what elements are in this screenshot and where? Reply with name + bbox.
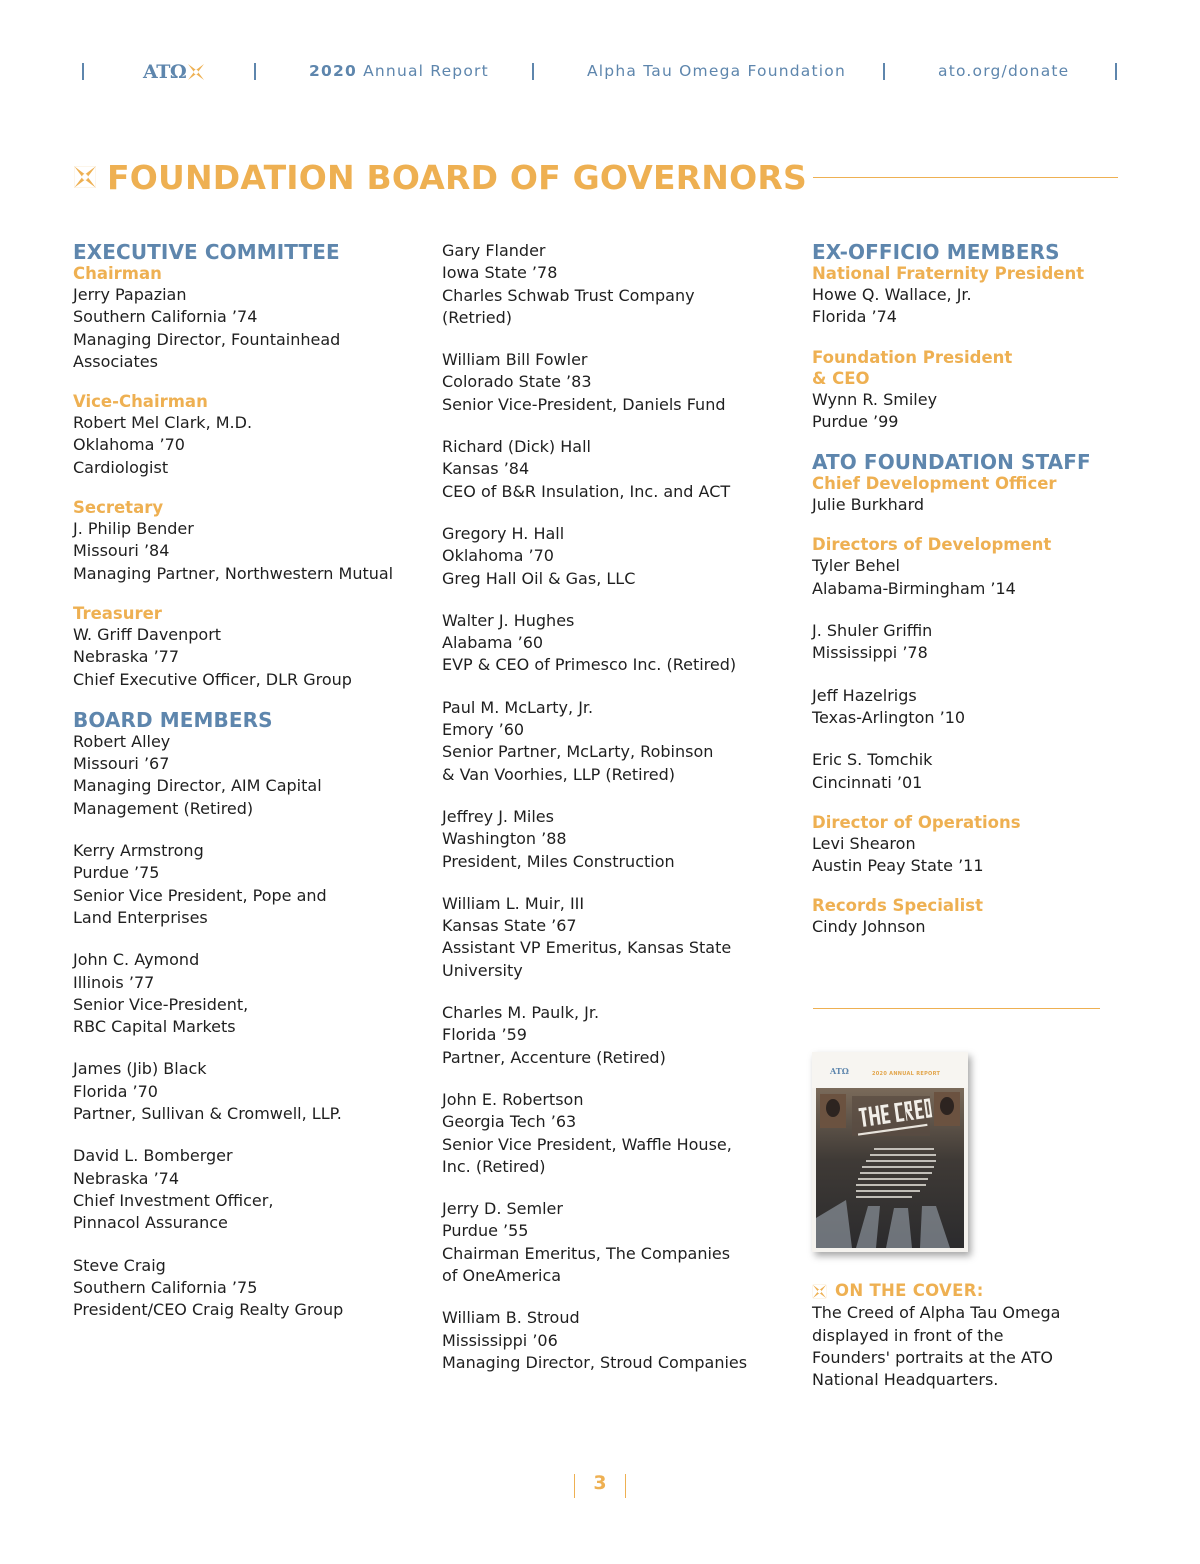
section-divider bbox=[813, 1008, 1100, 1009]
officer-entry: Wynn R. Smiley Purdue ’99 bbox=[812, 389, 938, 431]
role-title: Directors of Development bbox=[812, 535, 1052, 555]
staff-entry: Tyler Behel Alabama-Birmingham ’14 bbox=[812, 556, 1016, 598]
member-entry: Charles M. Paulk, Jr. Florida ’59 Partner, Accenture (Retired) bbox=[442, 1003, 666, 1067]
officer-entry: Jerry Papazian Southern California ’74 Managing Director, Fountainhead Associates bbox=[73, 285, 341, 371]
member-entry: Jeffrey J. Miles Washington ’88 President, Miles Construction bbox=[442, 806, 675, 871]
role-title: Records Specialist bbox=[812, 896, 984, 916]
role-title: Vice-Chairman bbox=[73, 392, 208, 412]
staff-entry: J. Shuler Griffin Mississippi ’78 bbox=[812, 621, 933, 663]
officer-entry: Robert Mel Clark, M.D. Oklahoma ’70 Cardiologist bbox=[73, 413, 253, 477]
officer-entry: Howe Q. Wallace, Jr. Florida ’74 bbox=[812, 285, 972, 327]
member-entry: Richard (Dick) Hall Kansas ’84 CEO of B&R Insulation, Inc. and ACT bbox=[442, 437, 731, 501]
member-entry: William Bill Fowler Colorado State ’83 Senior Vice-President, Daniels Fund bbox=[442, 350, 726, 414]
organization-name: Alpha Tau Omega Foundation bbox=[587, 62, 846, 80]
ato-cross-icon bbox=[812, 1284, 827, 1299]
page-header bbox=[0, 60, 1200, 86]
ato-cross-icon bbox=[187, 63, 205, 81]
role-title: Chairman bbox=[73, 264, 162, 283]
officer-entry: W. Griff Davenport Nebraska ’77 Chief Executive Officer, DLR Group bbox=[73, 624, 352, 689]
member-entry: Gregory H. Hall Oklahoma ’70 Greg Hall Oil & Gas, LLC bbox=[442, 523, 636, 588]
staff-entry: Eric S. Tomchik Cincinnati ’01 bbox=[812, 750, 933, 792]
role-title: Foundation President bbox=[812, 347, 1013, 367]
column-board-continued bbox=[442, 240, 747, 1374]
creed-display-photo bbox=[816, 1088, 964, 1248]
header-divider bbox=[883, 63, 885, 80]
member-entry: John C. Aymond Illinois ’77 Senior Vice-President, RBC Capital Markets bbox=[73, 950, 249, 1037]
role-title: Treasurer bbox=[73, 603, 162, 623]
column-executive-and-board bbox=[73, 241, 393, 1321]
member-entry: William B. Stroud Mississippi ’06 Managing Director, Stroud Companies bbox=[442, 1308, 748, 1372]
ato-cross-icon bbox=[73, 165, 97, 189]
cover-thumbnail-image bbox=[812, 1052, 968, 1252]
header-divider bbox=[254, 63, 256, 80]
staff-entry: Jeff Hazelrigs Texas-Arlington ’10 bbox=[812, 685, 966, 727]
staff-entry: Levi Shearon Austin Peay State ’11 bbox=[812, 833, 984, 876]
member-entry: John E. Robertson Georgia Tech ’63 Senior Vice President, Waffle House, Inc. (Retired) bbox=[442, 1089, 732, 1176]
section-heading: ATO FOUNDATION STAFF bbox=[812, 450, 1091, 475]
member-entry: James (Jib) Black Florida ’70 Partner, Sullivan & Cromwell, LLP. bbox=[73, 1059, 342, 1124]
member-entry: Gary Flander Iowa State ’78 Charles Schwab Trust Company (Retried) bbox=[442, 241, 695, 327]
role-title: National Fraternity President bbox=[812, 264, 1085, 283]
staff-entry: Cindy Johnson bbox=[812, 917, 926, 937]
cover-logo: ATΩ bbox=[830, 1066, 849, 1076]
staff-entry: Julie Burkhard bbox=[812, 495, 925, 515]
ato-foundation-logo: ATΩ bbox=[143, 60, 205, 84]
column-exofficio-and-staff bbox=[812, 241, 1091, 939]
role-title: & CEO bbox=[812, 368, 870, 388]
member-entry: Paul M. McLarty, Jr. Emory ’60 Senior Partner, McLarty, Robinson & Van Voorhies, LLP (Retired) bbox=[442, 697, 714, 784]
section-heading: BOARD MEMBERS bbox=[73, 707, 273, 732]
header-divider bbox=[82, 63, 84, 80]
title-divider bbox=[813, 177, 1118, 178]
role-title: Chief Development Officer bbox=[812, 474, 1057, 494]
member-entry: William L. Muir, III Kansas State ’67 Assistant VP Emeritus, Kansas State University bbox=[442, 893, 732, 980]
cover-caption: ON THE COVER: The Creed of Alpha Tau Omega displayed in front of the Founders' portraits at the ATO National Headquarters. bbox=[812, 1281, 1061, 1390]
member-entry: Steve Craig Southern California ’75 President/CEO Craig Realty Group bbox=[73, 1255, 344, 1320]
cover-caption-heading: ON THE COVER: bbox=[812, 1280, 1060, 1302]
role-title: Secretary bbox=[73, 498, 164, 518]
section-heading: EX-OFFICIO MEMBERS bbox=[812, 240, 1060, 264]
member-entry: Robert Alley Missouri ’67 Managing Director, AIM Capital Management (Retired) bbox=[73, 731, 322, 818]
header-divider bbox=[532, 63, 534, 80]
page-title-block bbox=[73, 155, 807, 199]
section-heading: EXECUTIVE COMMITTEE bbox=[73, 240, 340, 264]
role-title: Director of Operations bbox=[812, 812, 1021, 832]
member-entry: Kerry Armstrong Purdue ’75 Senior Vice President, Pope and Land Enterprises bbox=[73, 841, 327, 927]
report-title: 2020 Annual Report bbox=[309, 62, 489, 80]
cover-label: 2020 ANNUAL REPORT bbox=[872, 1071, 941, 1077]
header-divider bbox=[1115, 63, 1117, 80]
officer-entry: J. Philip Bender Missouri ’84 Managing Partner, Northwestern Mutual bbox=[73, 519, 394, 583]
member-entry: David L. Bomberger Nebraska ’74 Chief Investment Officer, Pinnacol Assurance bbox=[73, 1146, 274, 1233]
member-entry: Jerry D. Semler Purdue ’55 Chairman Emeritus, The Companies of OneAmerica bbox=[442, 1199, 731, 1285]
page-number: 3 bbox=[574, 1472, 626, 1500]
member-entry: Walter J. Hughes Alabama ’60 EVP & CEO of Primesco Inc. (Retired) bbox=[442, 610, 737, 675]
donate-link[interactable]: ato.org/donate bbox=[938, 62, 1070, 80]
page-title: FOUNDATION BOARD OF GOVERNORS bbox=[107, 157, 807, 197]
